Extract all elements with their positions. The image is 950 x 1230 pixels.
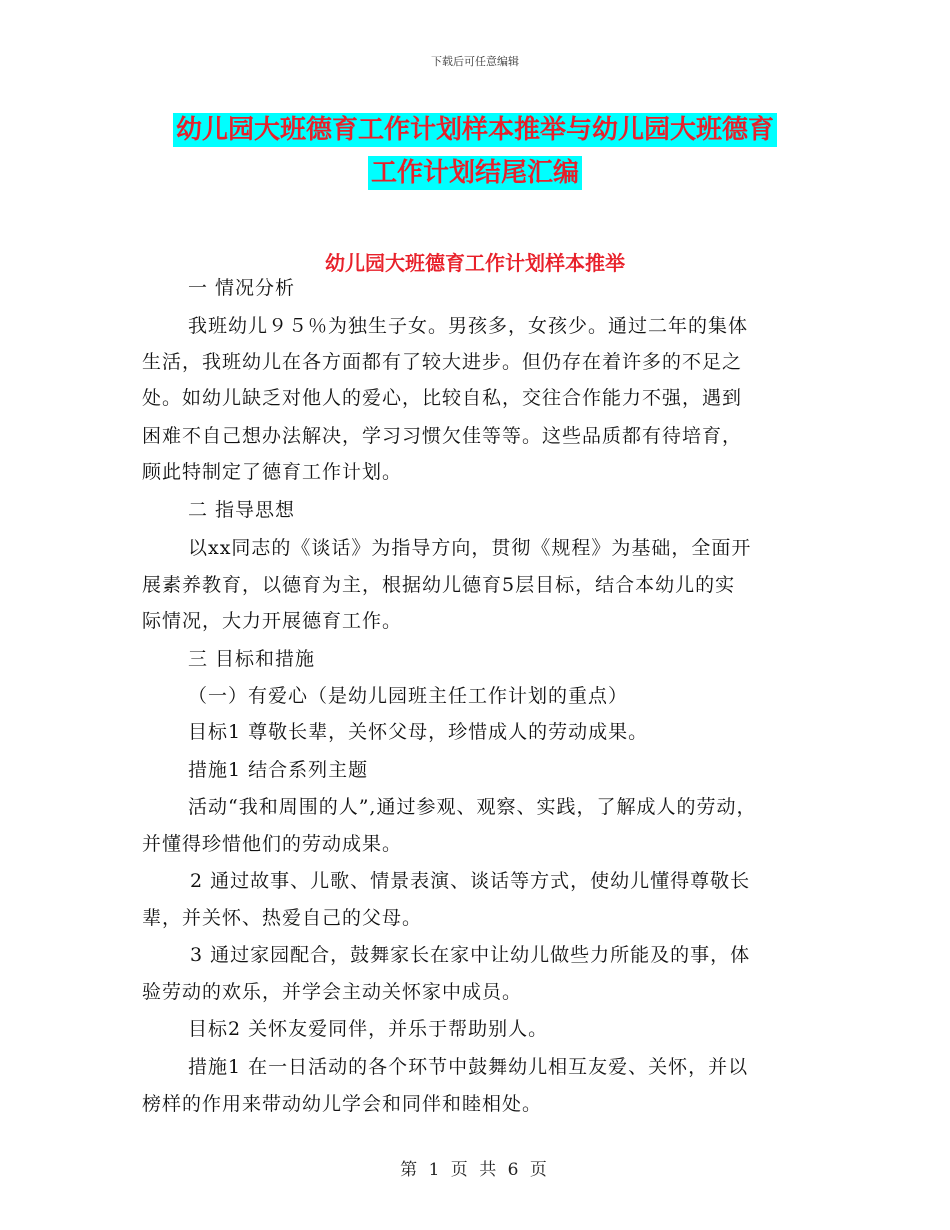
paragraph-line: 验劳动的欢乐，并学会主动关怀家中成员。	[142, 981, 523, 1003]
goal-line: 目标2 关怀友爱同伴，并乐于帮助别人。	[188, 1018, 549, 1040]
paragraph-line: 并懂得珍惜他们的劳动成果。	[142, 833, 403, 855]
paragraph-line: 辈，并关怀、热爱自己的父母。	[142, 907, 423, 929]
goal-line: 目标1 尊敬长辈，关怀父母，珍惜成人的劳动成果。	[188, 721, 649, 743]
paragraph-line: 2 通过故事、儿歌、情景表演、谈话等方式，使幼儿懂得尊敬长	[190, 870, 751, 892]
paragraph-line: 我班幼儿９５％为独生子女。男孩多，女孩少。通过二年的集体	[188, 315, 749, 337]
paragraph-line: 展素养教育，以德育为主，根据幼儿德育5层目标，结合本幼儿的实	[142, 574, 736, 596]
paragraph-line: 3 通过家园配合，鼓舞家长在家中让幼儿做些力所能及的事，体	[190, 944, 751, 966]
document-title-line-2: 工作计划结尾汇编	[0, 155, 950, 191]
measure-line: 措施1 结合系列主题	[188, 759, 369, 781]
heading-goals-measures: 三 目标和措施	[188, 648, 316, 670]
measure-line: 措施1 在一日活动的各个环节中鼓舞幼儿相互友爱、关怀，并以	[188, 1056, 749, 1078]
paragraph-line: 顾此特制定了德育工作计划。	[142, 461, 403, 483]
heading-situation-analysis: 一 情况分析	[188, 277, 296, 299]
page-number-footer: 第 1 页 共 6 页	[400, 1160, 550, 1180]
header-note: 下载后可任意编辑	[431, 55, 519, 68]
paragraph-line: 处。如幼儿缺乏对他人的爱心，比较自私，交往合作能力不强，遇到	[142, 387, 743, 409]
section-title: 幼儿园大班德育工作计划样本推举	[325, 251, 625, 275]
paragraph-line: 际情况，大力开展德育工作。	[142, 610, 403, 632]
paragraph-line: 活动“我和周围的人”,通过参观、观察、实践，了解成人的劳动，	[188, 796, 757, 818]
paragraph-line: 以xx同志的《谈话》为指导方向，贯彻《规程》为基础，全面开	[188, 537, 752, 559]
paragraph-line: 困难不自己想办法解决，学习习惯欠佳等等。这些品质都有待培育，	[142, 425, 743, 447]
document-title-line-1: 幼儿园大班德育工作计划样本推举与幼儿园大班德育	[0, 112, 950, 148]
paragraph-line: 榜样的作用来带动幼儿学会和同伴和睦相处。	[142, 1093, 543, 1115]
heading-guiding-thought: 二 指导思想	[188, 499, 296, 521]
subheading-love: （一）有爱心（是幼儿园班主任工作计划的重点）	[188, 685, 629, 707]
paragraph-line: 生活，我班幼儿在各方面都有了较大进步。但仍存在着许多的不足之	[142, 351, 743, 373]
